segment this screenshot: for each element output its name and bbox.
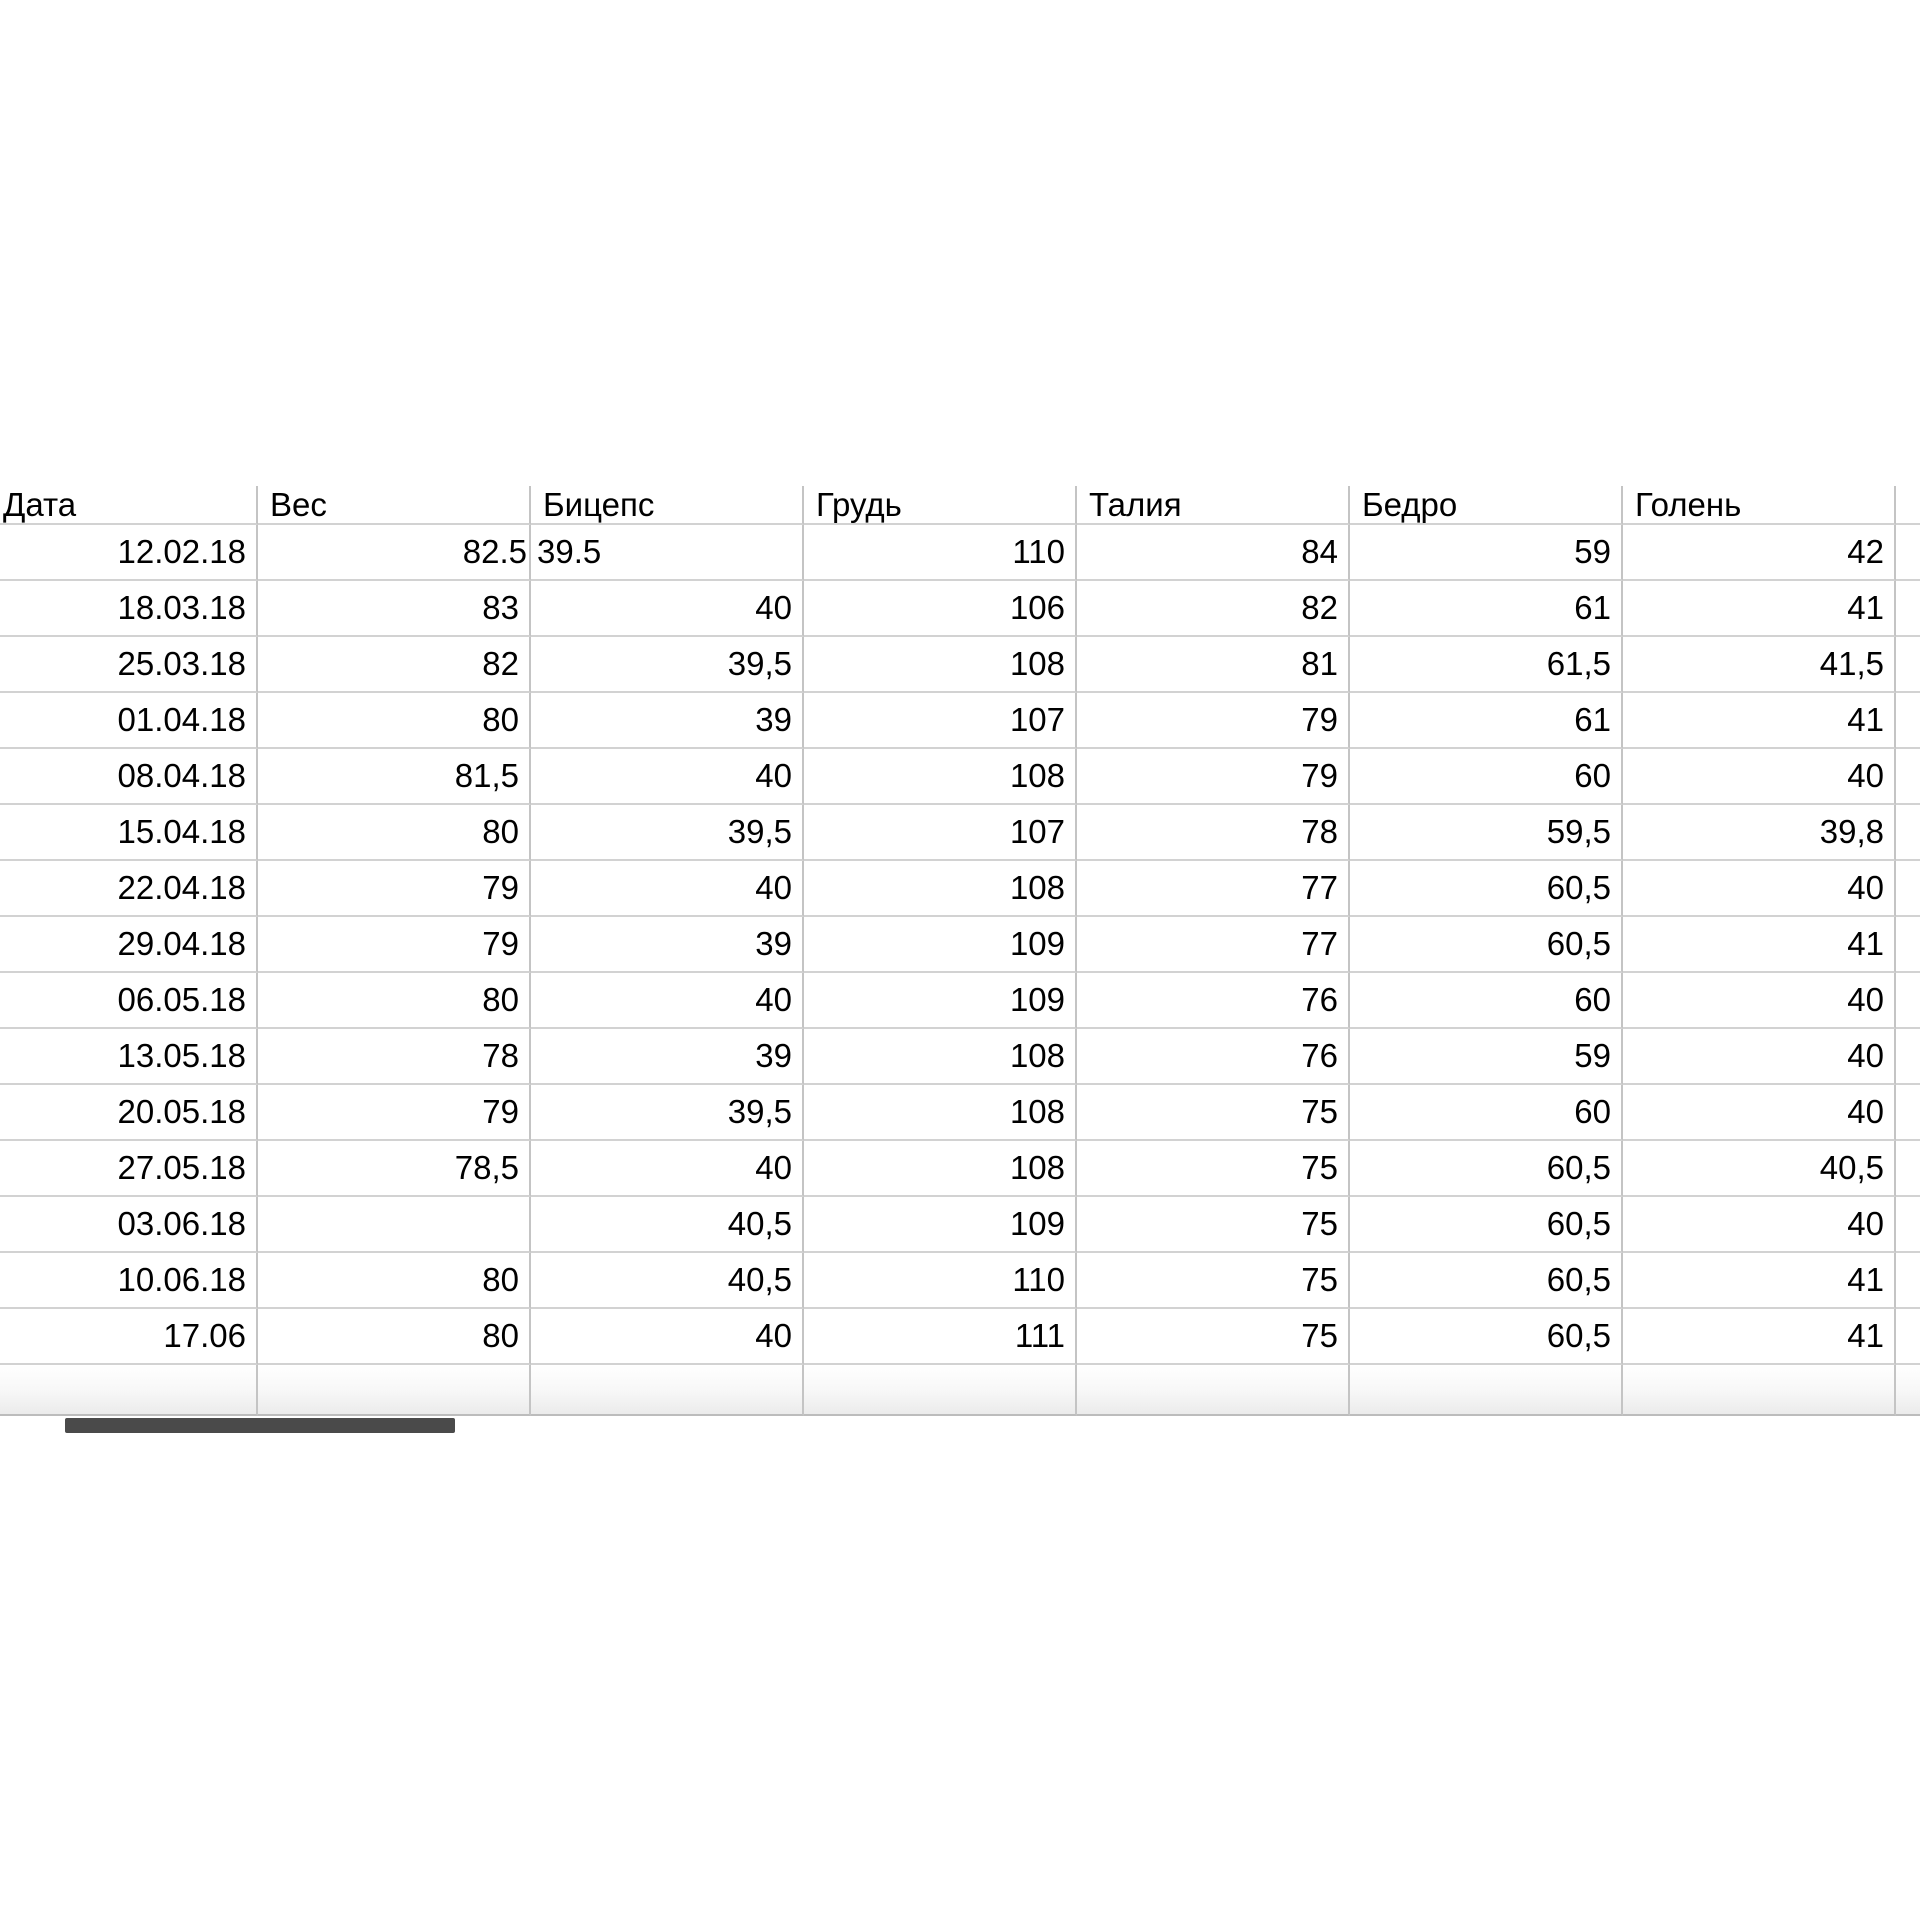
cell-r9-chest[interactable]: 109 <box>804 973 1077 1029</box>
header-cell-date[interactable]: Дата <box>0 486 258 525</box>
cell-r3-waist[interactable]: 81 <box>1077 637 1350 693</box>
cell-r6-chest[interactable]: 107 <box>804 805 1077 861</box>
cell-r3-extra[interactable] <box>1896 637 1920 693</box>
empty-cell-waist[interactable] <box>1077 1365 1350 1416</box>
cell-r12-waist[interactable]: 75 <box>1077 1141 1350 1197</box>
cell-r10-hip[interactable]: 59 <box>1350 1029 1623 1085</box>
cell-r6-calf[interactable]: 39,8 <box>1623 805 1896 861</box>
cell-r5-date[interactable]: 08.04.18 <box>0 749 258 805</box>
header-cell-waist[interactable]: Талия <box>1077 486 1350 525</box>
header-cell-hip[interactable]: Бедро <box>1350 486 1623 525</box>
cell-r5-chest[interactable]: 108 <box>804 749 1077 805</box>
cell-r8-biceps[interactable]: 39 <box>531 917 804 973</box>
cell-r14-chest[interactable]: 110 <box>804 1253 1077 1309</box>
cell-r14-biceps[interactable]: 40,5 <box>531 1253 804 1309</box>
header-cell-extra[interactable] <box>1896 486 1920 525</box>
cell-r14-weight[interactable]: 80 <box>258 1253 531 1309</box>
header-cell-calf[interactable]: Голень <box>1623 486 1896 525</box>
cell-r15-extra[interactable] <box>1896 1309 1920 1365</box>
cell-r5-calf[interactable]: 40 <box>1623 749 1896 805</box>
cell-r8-chest[interactable]: 109 <box>804 917 1077 973</box>
cell-r9-hip[interactable]: 60 <box>1350 973 1623 1029</box>
cell-r15-date[interactable]: 17.06 <box>0 1309 258 1365</box>
empty-cell-biceps[interactable] <box>531 1365 804 1416</box>
cell-r12-weight[interactable]: 78,5 <box>258 1141 531 1197</box>
cell-r3-calf[interactable]: 41,5 <box>1623 637 1896 693</box>
cell-r2-date[interactable]: 18.03.18 <box>0 581 258 637</box>
cell-r7-extra[interactable] <box>1896 861 1920 917</box>
cell-r13-weight[interactable] <box>258 1197 531 1253</box>
empty-cell-extra[interactable] <box>1896 1365 1920 1416</box>
cell-r11-hip[interactable]: 60 <box>1350 1085 1623 1141</box>
cell-r9-calf[interactable]: 40 <box>1623 973 1896 1029</box>
cell-r15-biceps[interactable]: 40 <box>531 1309 804 1365</box>
cell-r5-biceps[interactable]: 40 <box>531 749 804 805</box>
empty-cell-date[interactable] <box>0 1365 258 1416</box>
cell-r6-date[interactable]: 15.04.18 <box>0 805 258 861</box>
cell-r4-waist[interactable]: 79 <box>1077 693 1350 749</box>
cell-r6-extra[interactable] <box>1896 805 1920 861</box>
cell-r14-calf[interactable]: 41 <box>1623 1253 1896 1309</box>
cell-r2-calf[interactable]: 41 <box>1623 581 1896 637</box>
cell-r12-extra[interactable] <box>1896 1141 1920 1197</box>
cell-r9-biceps[interactable]: 40 <box>531 973 804 1029</box>
cell-r8-hip[interactable]: 60,5 <box>1350 917 1623 973</box>
cell-r6-weight[interactable]: 80 <box>258 805 531 861</box>
cell-r7-hip[interactable]: 60,5 <box>1350 861 1623 917</box>
cell-r2-chest[interactable]: 106 <box>804 581 1077 637</box>
cell-r8-date[interactable]: 29.04.18 <box>0 917 258 973</box>
cell-r9-date[interactable]: 06.05.18 <box>0 973 258 1029</box>
cell-r12-calf[interactable]: 40,5 <box>1623 1141 1896 1197</box>
cell-r5-weight[interactable]: 81,5 <box>258 749 531 805</box>
cell-r6-waist[interactable]: 78 <box>1077 805 1350 861</box>
cell-r1-weight[interactable]: 82.5 <box>258 525 531 581</box>
cell-r8-weight[interactable]: 79 <box>258 917 531 973</box>
empty-cell-weight[interactable] <box>258 1365 531 1416</box>
cell-r3-biceps[interactable]: 39,5 <box>531 637 804 693</box>
cell-r13-calf[interactable]: 40 <box>1623 1197 1896 1253</box>
cell-r1-extra[interactable] <box>1896 525 1920 581</box>
cell-r11-chest[interactable]: 108 <box>804 1085 1077 1141</box>
cell-r4-hip[interactable]: 61 <box>1350 693 1623 749</box>
header-cell-weight[interactable]: Вес <box>258 486 531 525</box>
cell-r3-hip[interactable]: 61,5 <box>1350 637 1623 693</box>
cell-r14-date[interactable]: 10.06.18 <box>0 1253 258 1309</box>
cell-r6-biceps[interactable]: 39,5 <box>531 805 804 861</box>
cell-r8-extra[interactable] <box>1896 917 1920 973</box>
cell-r4-date[interactable]: 01.04.18 <box>0 693 258 749</box>
cell-r13-waist[interactable]: 75 <box>1077 1197 1350 1253</box>
cell-r11-extra[interactable] <box>1896 1085 1920 1141</box>
cell-r13-date[interactable]: 03.06.18 <box>0 1197 258 1253</box>
cell-r4-extra[interactable] <box>1896 693 1920 749</box>
cell-r10-waist[interactable]: 76 <box>1077 1029 1350 1085</box>
cell-r10-weight[interactable]: 78 <box>258 1029 531 1085</box>
cell-r5-hip[interactable]: 60 <box>1350 749 1623 805</box>
cell-r10-calf[interactable]: 40 <box>1623 1029 1896 1085</box>
cell-r10-extra[interactable] <box>1896 1029 1920 1085</box>
cell-r3-weight[interactable]: 82 <box>258 637 531 693</box>
cell-r13-chest[interactable]: 109 <box>804 1197 1077 1253</box>
cell-r4-calf[interactable]: 41 <box>1623 693 1896 749</box>
cell-r9-extra[interactable] <box>1896 973 1920 1029</box>
cell-r13-biceps[interactable]: 40,5 <box>531 1197 804 1253</box>
cell-r14-waist[interactable]: 75 <box>1077 1253 1350 1309</box>
cell-r11-waist[interactable]: 75 <box>1077 1085 1350 1141</box>
cell-r3-chest[interactable]: 108 <box>804 637 1077 693</box>
cell-r2-waist[interactable]: 82 <box>1077 581 1350 637</box>
measurement-table <box>0 486 1920 1416</box>
cell-r12-biceps[interactable]: 40 <box>531 1141 804 1197</box>
cell-r13-hip[interactable]: 60,5 <box>1350 1197 1623 1253</box>
cell-r5-waist[interactable]: 79 <box>1077 749 1350 805</box>
cell-r12-date[interactable]: 27.05.18 <box>0 1141 258 1197</box>
cell-r2-biceps[interactable]: 40 <box>531 581 804 637</box>
cell-r15-weight[interactable]: 80 <box>258 1309 531 1365</box>
empty-cell-chest[interactable] <box>804 1365 1077 1416</box>
empty-cell-calf[interactable] <box>1623 1365 1896 1416</box>
cell-r2-weight[interactable]: 83 <box>258 581 531 637</box>
cell-r2-hip[interactable]: 61 <box>1350 581 1623 637</box>
cell-r14-extra[interactable] <box>1896 1253 1920 1309</box>
cell-r1-calf[interactable]: 42 <box>1623 525 1896 581</box>
cell-r5-extra[interactable] <box>1896 749 1920 805</box>
cell-r12-chest[interactable]: 108 <box>804 1141 1077 1197</box>
cell-r4-weight[interactable]: 80 <box>258 693 531 749</box>
cell-r15-calf[interactable]: 41 <box>1623 1309 1896 1365</box>
cell-r7-weight[interactable]: 79 <box>258 861 531 917</box>
cell-r15-waist[interactable]: 75 <box>1077 1309 1350 1365</box>
header-cell-biceps[interactable]: Бицепс <box>531 486 804 525</box>
cell-r15-chest[interactable]: 111 <box>804 1309 1077 1365</box>
cell-r14-hip[interactable]: 60,5 <box>1350 1253 1623 1309</box>
cell-r10-date[interactable]: 13.05.18 <box>0 1029 258 1085</box>
cell-r12-hip[interactable]: 60,5 <box>1350 1141 1623 1197</box>
header-cell-chest[interactable]: Грудь <box>804 486 1077 525</box>
horizontal-scrollbar-thumb[interactable] <box>65 1418 455 1433</box>
cell-r15-hip[interactable]: 60,5 <box>1350 1309 1623 1365</box>
cell-r11-date[interactable]: 20.05.18 <box>0 1085 258 1141</box>
empty-cell-hip[interactable] <box>1350 1365 1623 1416</box>
cell-r8-waist[interactable]: 77 <box>1077 917 1350 973</box>
cell-r7-calf[interactable]: 40 <box>1623 861 1896 917</box>
cell-r2-extra[interactable] <box>1896 581 1920 637</box>
cell-r10-biceps[interactable]: 39 <box>531 1029 804 1085</box>
cell-r11-weight[interactable]: 79 <box>258 1085 531 1141</box>
cell-r1-waist[interactable]: 84 <box>1077 525 1350 581</box>
cell-r1-chest[interactable]: 110 <box>804 525 1077 581</box>
cell-r7-chest[interactable]: 108 <box>804 861 1077 917</box>
cell-r7-biceps[interactable]: 40 <box>531 861 804 917</box>
cell-r6-hip[interactable]: 59,5 <box>1350 805 1623 861</box>
cell-r13-extra[interactable] <box>1896 1197 1920 1253</box>
cell-r8-calf[interactable]: 41 <box>1623 917 1896 973</box>
cell-r7-date[interactable]: 22.04.18 <box>0 861 258 917</box>
cell-r3-date[interactable]: 25.03.18 <box>0 637 258 693</box>
cell-r4-biceps[interactable]: 39 <box>531 693 804 749</box>
cell-r1-biceps[interactable]: 39.5 <box>531 525 804 581</box>
cell-r9-waist[interactable]: 76 <box>1077 973 1350 1029</box>
cell-r1-date[interactable]: 12.02.18 <box>0 525 258 581</box>
cell-r11-calf[interactable]: 40 <box>1623 1085 1896 1141</box>
cell-r4-chest[interactable]: 107 <box>804 693 1077 749</box>
cell-r9-weight[interactable]: 80 <box>258 973 531 1029</box>
cell-r10-chest[interactable]: 108 <box>804 1029 1077 1085</box>
cell-r11-biceps[interactable]: 39,5 <box>531 1085 804 1141</box>
cell-r7-waist[interactable]: 77 <box>1077 861 1350 917</box>
cell-r1-hip[interactable]: 59 <box>1350 525 1623 581</box>
